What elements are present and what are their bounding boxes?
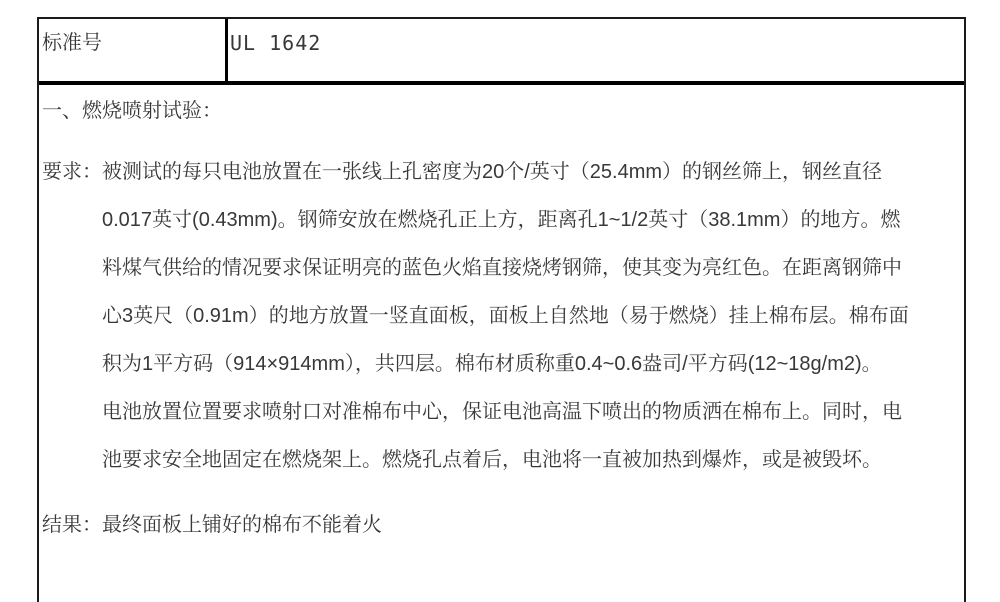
test-description-cell xyxy=(39,85,964,549)
requirement-line-2: 0.017英寸(0.43mm)。钢筛安放在燃烧孔正上方，距离孔1~1/2英寸（38.1mm）的地方。燃 xyxy=(102,209,901,231)
requirement-text xyxy=(102,148,958,484)
requirement-line-4: 心3英尺（0.91m）的地方放置一竖直面板，面板上自然地（易于燃烧）挂上棉布层。棉布面 xyxy=(102,305,909,327)
requirement-label: 要求： xyxy=(42,161,102,183)
result-label: 结果： xyxy=(42,514,102,536)
result-text-wrap xyxy=(102,501,958,549)
requirement-line-1: 被测试的每只电池放置在一张线上孔密度为20个/英寸（25.4mm）的钢丝筛上，钢丝直径 xyxy=(102,161,883,183)
requirement-line-6: 电池放置位置要求喷射口对准棉布中心，保证电池高温下喷出的物质洒在棉布上。同时，电 xyxy=(102,401,902,423)
table-header-row xyxy=(39,19,964,85)
requirement-line-3: 料煤气供给的情况要求保证明亮的蓝色火焰直接烧烤钢筛，使其变为亮红色。在距离钢筛中 xyxy=(102,257,902,279)
standard-number-value: UL 1642 xyxy=(230,31,322,55)
standard-number-label: 标准号 xyxy=(39,19,228,81)
section-title: 一、燃烧喷射试验： xyxy=(42,100,222,122)
standard-test-table xyxy=(37,17,966,602)
result-text: 最终面板上铺好的棉布不能着火 xyxy=(102,514,382,536)
requirement-line-5: 积为1平方码（914×914mm），共四层。棉布材质称重0.4~0.6盎司/平方码(12~18g/m2)。 xyxy=(102,353,882,375)
requirement-paragraph xyxy=(42,148,958,484)
result-paragraph xyxy=(42,501,958,549)
requirement-line-7: 池要求安全地固定在燃烧架上。燃烧孔点着后，电池将一直被加热到爆炸，或是被毁坏。 xyxy=(102,449,882,471)
